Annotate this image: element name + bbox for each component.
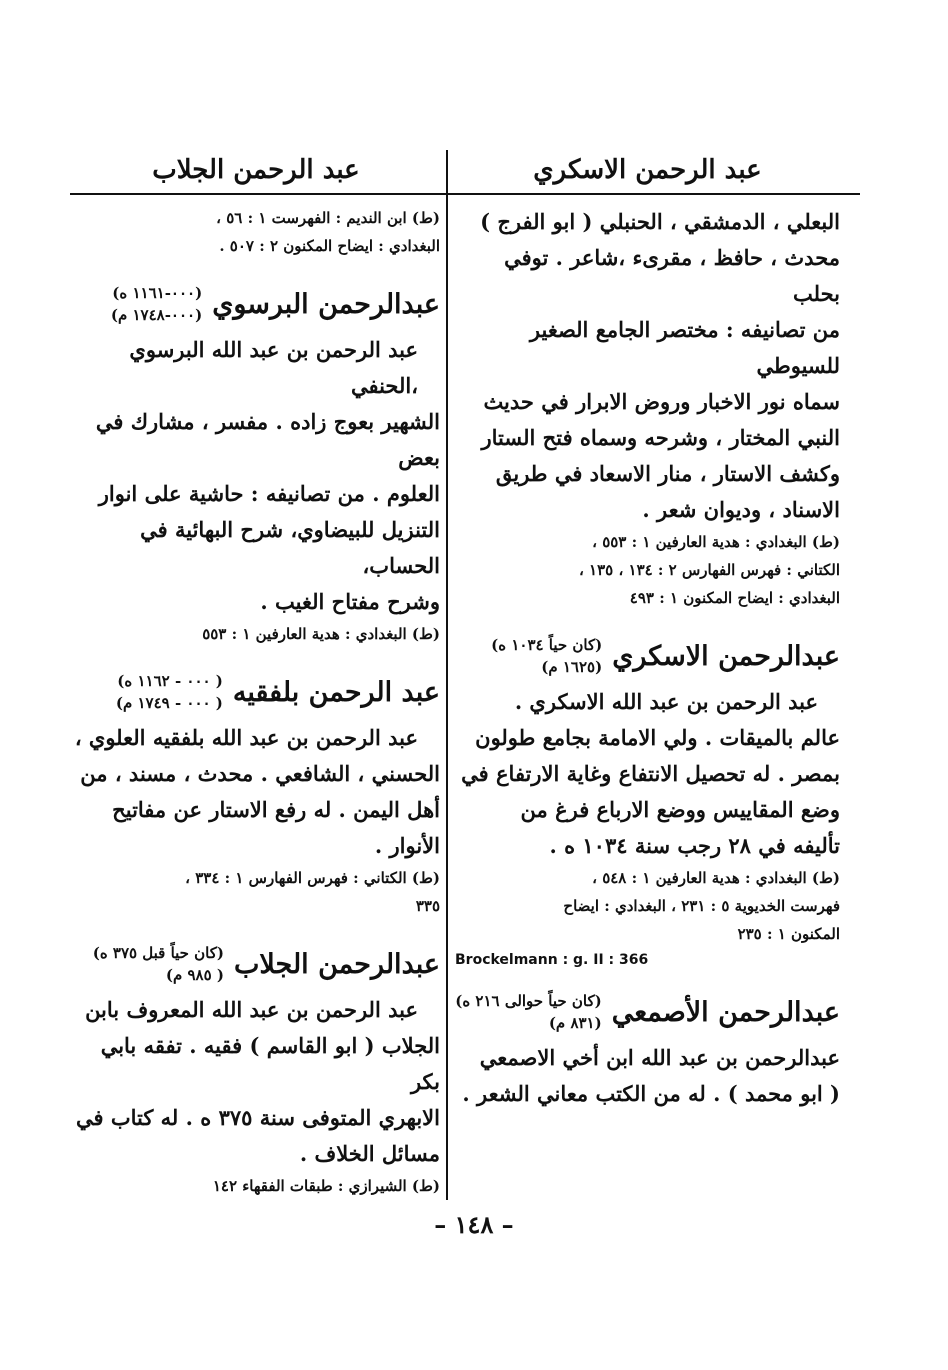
entry-bursawi — [72, 282, 440, 648]
hijri-date: (كان حياً حوالى ٢١٦ ه) — [455, 992, 602, 1010]
gregorian-date: ( ٠٠٠ - ١٧٤٩ م) — [115, 694, 223, 712]
gregorian-date: ( ٩٨٥ م) — [165, 966, 224, 984]
left-column — [72, 150, 440, 1200]
reference-line: البغدادي : ايضاح المكنون ١ : ٤٩٣ — [629, 589, 840, 607]
entry-dates — [116, 670, 223, 714]
reference-line: المكنون ١ : ٢٣٥ — [737, 925, 840, 943]
reference-line: (ط) البغدادي : هدية العارفين ١ : ٥٥٣ — [202, 625, 440, 643]
hijri-date: (كان حياً ١٠٣٤ ه) — [491, 636, 603, 654]
text-line: عبد الرحمن بن عبد الله البرسوي ،الحنفي — [129, 337, 418, 398]
text-line: التنزيل للبيضاوي، شرح البهائية في الحساب، — [140, 517, 440, 578]
gregorian-date: (٨٣١ م) — [548, 1014, 602, 1032]
reference-line: (ط) ابن النديم : الفهرست ١ : ٥٦ ، — [216, 209, 440, 227]
text-line: وكشف الاستار ، منار الاسعاد في طريق — [495, 461, 840, 486]
continued-entry — [72, 204, 440, 260]
reference-line: البغدادي : ايضاح المكنون ٢ : ٥٠٧ . — [219, 237, 440, 255]
gregorian-date: (٠٠٠-١٧٤٨ م) — [110, 306, 203, 324]
entry-heading — [455, 634, 840, 678]
page-number: – ١٤٨ – — [434, 1210, 514, 1239]
text-line: أهل اليمن . له رفع الاستار عن مفاتيح — [112, 797, 440, 822]
entry-askari — [455, 634, 840, 968]
text-line: ( ابو محمد ) . له من الكتب معاني الشعر . — [462, 1081, 840, 1106]
text-line: عبد الرحمن بن عبد الله بلفقيه العلوي ، — [74, 725, 418, 750]
text-line: عبد الرحمن بن عبد الله المعروف بابن — [85, 997, 418, 1022]
entry-heading — [72, 942, 440, 986]
text-line: وشرح مفتاح الغيب . — [260, 589, 440, 614]
reference-line: فهرست الخديوية ٥ : ٢٣١ ، البغدادي : ايضاح — [563, 897, 840, 915]
entry-dates — [93, 942, 224, 986]
text-line: الابهري المتوفى سنة ٣٧٥ ه . له كتاب في — [75, 1105, 440, 1130]
text-line: وضع المقاييس ووضع الارباع فرغ من — [520, 797, 840, 822]
hijri-date: (٠٠٠-١١٦١ ه) — [112, 284, 203, 302]
text-line: الأنوار . — [374, 833, 440, 858]
entry-name: عبدالرحمن الاسكري — [612, 640, 840, 672]
reference-line: الكتاني : فهرس الفهارس ٢ : ١٣٤ ، ١٣٥ ، — [578, 561, 840, 579]
text-line: الجلاب ( ابو القاسم ) فقيه . تفقه بابي بكر — [100, 1033, 440, 1094]
entry-name: عبد الرحمن بلفقيه — [232, 676, 440, 708]
latin-reference: Brockelmann : g. II : 366 — [455, 952, 649, 968]
text-line: من تصانيفه : مختصر الجامع الصغير للسيوطي — [529, 317, 840, 378]
reference-line: (ط) الشيرازي : طبقات الفقهاء ١٤٢ — [212, 1177, 440, 1195]
text-line: البعلي ، الدمشقي ، الحنبلي ( ابو الفرج ) — [480, 209, 840, 234]
text-line: الشهير بعوج زاده . مفسر ، مشارك في بعض — [95, 409, 440, 470]
text-line: تأليفه في ٢٨ رجب سنة ١٠٣٤ ه . — [549, 833, 840, 858]
entry-name: عبدالرحمن الأصمعي — [611, 996, 840, 1028]
running-head-right: عبد الرحمن الاسكري — [533, 155, 762, 185]
entry-name: عبدالرحمن البرسوي — [212, 288, 440, 320]
entry-balfaqih — [72, 670, 440, 920]
entry-dates — [491, 634, 602, 678]
entry-heading — [455, 990, 840, 1034]
gregorian-date: (١٦٢٥ م) — [541, 658, 603, 676]
continued-entry — [455, 204, 840, 612]
entry-heading — [72, 670, 440, 714]
hijri-date: ( ٠٠٠ - ١١٦٢ ه) — [117, 672, 223, 690]
entry-asmai — [455, 990, 840, 1112]
text-line: بمصر . له تحصيل الانتفاع وغاية الارتفاع في — [461, 761, 840, 786]
reference-line: (ط) البغدادي : هدية العارفين ١ : ٥٤٨ ، — [592, 869, 840, 887]
text-line: عبد الرحمن بن عبد الله الاسكري . — [514, 689, 818, 714]
text-line: الحسني ، الشافعي . محدث ، مسند ، من — [80, 761, 440, 786]
reference-line: (ط) الكتاني : فهرس الفهارس ١ : ٣٣٤ ، — [185, 869, 440, 887]
right-column — [455, 150, 840, 1112]
entry-name: عبدالرحمن الجلاب — [234, 948, 440, 980]
entry-dates — [111, 282, 202, 326]
running-head-left: عبد الرحمن الجلاب — [152, 155, 360, 185]
entry-dates — [455, 990, 601, 1034]
reference-line: (ط) البغدادي : هدية العارفين ١ : ٥٥٣ ، — [592, 533, 840, 551]
hijri-date: (كان حياً قبل ٣٧٥ ه) — [92, 944, 224, 962]
text-line: محدث ، حافظ ، مقرىء ،شاعر . توفي بحلب — [504, 245, 840, 306]
reference-line: ٣٣٥ — [415, 897, 440, 915]
text-line: النبي المختار ، وشرحه وسماه فتح الستار — [481, 425, 840, 450]
text-line: مسائل الخلاف . — [299, 1141, 440, 1166]
text-line: العلوم . من تصانيفه : حاشية على انوار — [98, 481, 440, 506]
entry-heading — [72, 282, 440, 326]
text-line: عالم بالميقات . ولي الامامة بجامع طولون — [475, 725, 840, 750]
text-line: سماه نور الاخبار وروض الابرار في حديث — [483, 389, 840, 414]
entry-jallab — [72, 942, 440, 1200]
column-divider — [446, 150, 448, 1200]
text-line: الاسناد ، وديوان شعر . — [642, 497, 840, 522]
text-line: عبدالرحمن بن عبد الله ابن أخي الاصمعي — [479, 1045, 840, 1070]
